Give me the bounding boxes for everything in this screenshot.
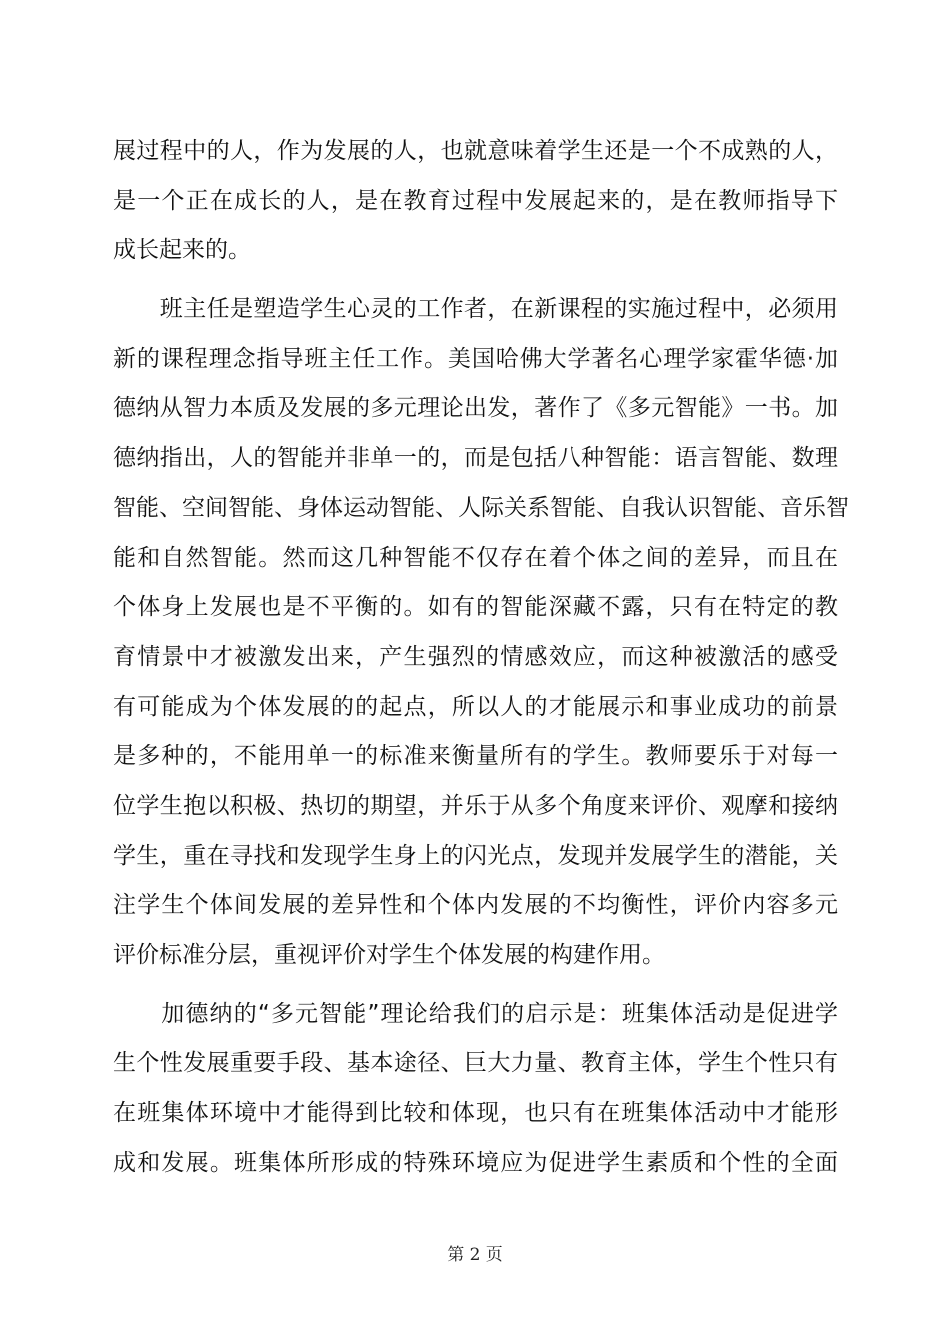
text-line: 德纳从智力本质及发展的多元理论出发，著作了《多元智能》一书。加 (113, 395, 838, 422)
text-line: 育情景中才被激发出来，产生强烈的情感效应，而这种被激活的感受 (113, 643, 838, 670)
text-line: 注学生个体间发展的差异性和个体内发展的不均衡性，评价内容多元 (113, 892, 838, 919)
text-line: 加德纳的“多元智能”理论给我们的启示是：班集体活动是促进学 (113, 1000, 838, 1027)
text-line: 位学生抱以积极、热切的期望，并乐于从多个角度来评价、观摩和接纳 (113, 792, 838, 819)
text-line: 学生，重在寻找和发现学生身上的闪光点，发现并发展学生的潜能，关 (113, 842, 838, 869)
text-line: 是一个正在成长的人，是在教育过程中发展起来的，是在教师指导下 (113, 187, 838, 214)
paragraph-3 (113, 990, 838, 1189)
text-line: 新的课程理念指导班主任工作。美国哈佛大学著名心理学家霍华德·加 (113, 345, 838, 372)
paragraph-2 (113, 285, 849, 981)
text-line: 个体身上发展也是不平衡的。如有的智能深藏不露，只有在特定的教 (113, 594, 838, 621)
text-line: 能和自然智能。然而这几种智能不仅存在着个体之间的差异，而且在 (113, 544, 838, 571)
text-line: 成长起来的。 (113, 237, 251, 264)
text-line: 是多种的，不能用单一的标准来衡量所有的学生。教师要乐于对每一 (113, 743, 838, 770)
text-line: 评价标准分层，重视评价对学生个体发展的构建作用。 (113, 942, 665, 968)
paragraph-1 (113, 127, 838, 276)
text-line: 生个性发展重要手段、基本途径、巨大力量、教育主体，学生个性只有 (113, 1050, 838, 1077)
text-line: 德纳指出，人的智能并非单一的，而是包括八种智能：语言智能、数理 (113, 445, 838, 472)
document-body (113, 127, 849, 1188)
text-line: 智能、空间智能、身体运动智能、人际关系智能、自我认识智能、音乐智 (113, 494, 849, 521)
text-line: 有可能成为个体发展的的起点，所以人的才能展示和事业成功的前景 (113, 693, 838, 720)
text-line: 成和发展。班集体所形成的特殊环境应为促进学生素质和个性的全面 (113, 1149, 838, 1176)
text-line: 展过程中的人，作为发展的人，也就意味着学生还是一个不成熟的人， (113, 138, 838, 164)
text-line: 在班集体环境中才能得到比较和体现，也只有在班集体活动中才能形 (113, 1100, 838, 1127)
text-line: 班主任是塑造学生心灵的工作者，在新课程的实施过程中，必须用 (113, 296, 838, 323)
page-number: 第 2 页 (447, 1245, 503, 1265)
